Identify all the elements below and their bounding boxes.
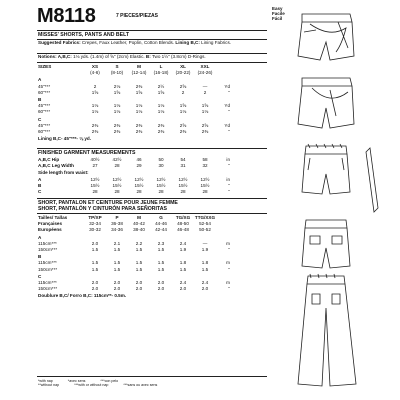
eu-label: Européens [38, 227, 62, 233]
value-cell: 1.9 [179, 247, 187, 253]
value-cell: 1⅝ [201, 103, 209, 109]
unit-cell: Yd [224, 103, 230, 109]
sketch-view-a-back [298, 78, 354, 128]
unit-cell: " [228, 189, 230, 195]
value-cell: 2.0 [113, 280, 121, 286]
notions-text: 1⅛ yds. (1.4m) of ⅝" (2cm) Elastic. [73, 54, 145, 59]
value-cell: 2⅜ [201, 129, 209, 135]
size-sub-cell: (24-26) [197, 70, 213, 76]
size-cell: 52-54 [199, 221, 211, 227]
finished-table [38, 157, 230, 195]
difficulty-en: Easy [272, 6, 283, 11]
size-cell: P [115, 215, 119, 220]
fabric-width: 45"*** [38, 103, 51, 109]
section-title-fr: SHORT, PANTALON ET CEINTURE POUR JEUNE FEMME [38, 200, 178, 206]
size-cell: 48-50 [177, 221, 189, 227]
view-label: B [38, 254, 42, 260]
pieces-count: 7 PIECES/PIEZAS [116, 13, 158, 19]
size-sub-cell: (4-6) [90, 70, 100, 76]
unit-cell: m [226, 240, 230, 246]
value-cell: 1.5 [157, 260, 165, 266]
value-cell: 2.4 [201, 280, 209, 286]
value-cell: 2.0 [91, 286, 99, 292]
unit-cell: " [228, 286, 230, 292]
size-cell: 36-38 [111, 221, 123, 227]
difficulty-fr: Facile [272, 11, 285, 17]
value-cell: 15½ [112, 182, 122, 188]
measure-label: A,B,C Leg Width [38, 163, 74, 169]
difficulty-es: Fácil [272, 16, 283, 22]
fabric-width: 60"*** [38, 109, 51, 115]
unit-cell: " [228, 266, 230, 272]
view-label: C [38, 189, 42, 195]
pattern-number: M8118 [37, 5, 96, 27]
value-cell: 2⅜ [113, 129, 121, 135]
fabric-width: 60"*** [38, 89, 51, 95]
finished-title: FINISHED GARMENT MEASUREMENTS [38, 150, 136, 156]
sizes-label: Tailles/ Tallas [38, 215, 68, 220]
fabric-width: 45"*** [38, 83, 51, 89]
value-cell: 28 [202, 189, 208, 195]
unit-cell: m [226, 260, 230, 266]
garment-sketches [290, 8, 390, 396]
lining-metric: Doublure B,C/ Forro B,C: 115cm**- 0.5m. [38, 293, 127, 299]
lining-text: Lining Fabrics. [201, 40, 232, 45]
size-sub-cell: (20-22) [175, 70, 191, 76]
section-title-en: MISSES' SHORTS, PANTS AND BELT [38, 32, 130, 38]
value-cell: 28 [180, 189, 186, 195]
view-label: B [38, 97, 42, 103]
sketch-view-b [302, 144, 378, 212]
value-cell: 1.5 [201, 266, 209, 272]
value-cell: 28 [136, 189, 142, 195]
value-cell: 1.5 [135, 247, 143, 253]
value-cell: 2.0 [113, 286, 121, 292]
sketch-view-c [298, 274, 356, 386]
size-cell: 34-36 [111, 227, 123, 233]
footnote: **without nap [38, 383, 60, 388]
value-cell: 12½ [200, 176, 210, 182]
value-cell: 2.0 [157, 286, 165, 292]
fabric-width: 60"*** [38, 129, 51, 135]
view-label: C [38, 116, 42, 122]
value-cell: 42½ [112, 157, 122, 162]
view-label: B [38, 182, 42, 188]
size-cell: XL [180, 64, 186, 69]
value-cell: 2⅜ [91, 122, 99, 128]
footnote: ***sans ou avec sens [123, 383, 158, 388]
value-cell: 2.0 [91, 240, 99, 246]
value-cell: 15½ [156, 182, 166, 188]
value-cell: 12½ [134, 176, 144, 182]
unit-cell: " [228, 163, 230, 169]
fabric-width: 115cm*** [38, 260, 57, 266]
value-cell: 54 [180, 157, 186, 162]
side-length-label: Side length from waist: [38, 170, 89, 176]
value-cell: 58 [202, 157, 208, 162]
value-cell: 2⅝ [179, 122, 187, 128]
unit-cell: m [226, 280, 230, 286]
value-cell: 1.5 [179, 266, 187, 272]
value-cell: 2.0 [157, 280, 165, 286]
size-cell: S [115, 64, 119, 69]
divider [37, 148, 267, 149]
difficulty-label [272, 6, 285, 22]
value-cell: 1.5 [91, 247, 99, 253]
value-cell: 2⅜ [113, 122, 121, 128]
fabric-width: 150cm*** [38, 247, 58, 253]
value-cell: 2.0 [201, 286, 209, 292]
value-cell: 40½ [90, 157, 100, 162]
size-cell: 38-40 [133, 227, 145, 233]
value-cell: 2⅜ [91, 129, 99, 135]
size-sub-cell: (16-18) [153, 70, 169, 76]
value-cell: 1⅝ [157, 89, 165, 95]
footnote: ***with or without nap [74, 383, 109, 388]
value-cell: — [202, 83, 208, 89]
sketch-view-a [298, 14, 354, 60]
value-cell: — [202, 240, 208, 246]
measure-label: A,B,C Hip [38, 157, 60, 162]
sketch-view-b-back [302, 220, 350, 268]
value-cell: 2.4 [179, 240, 187, 246]
fabrics-paragraph [38, 40, 270, 46]
unit-cell: " [228, 89, 230, 95]
value-cell: 2⅝ [201, 122, 209, 128]
fabric-width: 150cm*** [38, 266, 58, 272]
value-cell: 2⅜ [135, 122, 143, 128]
value-cell: 2⅜ [157, 122, 165, 128]
value-cell: 15½ [90, 182, 100, 188]
value-cell: 1⅛ [157, 103, 165, 109]
value-cell: 15½ [200, 182, 210, 188]
value-cell: 1.5 [113, 247, 121, 253]
unit-cell: " [228, 109, 230, 115]
value-cell: 32 [202, 163, 208, 169]
value-cell: 15½ [178, 182, 188, 188]
value-cell: 1.5 [135, 266, 143, 272]
value-cell: 1⅛ [201, 109, 209, 115]
value-cell: 31 [180, 163, 186, 169]
yardage-table-metric [38, 215, 230, 300]
value-cell: 12½ [178, 176, 188, 182]
lining-yardage: Lining B,C- 45"***- ⅛ yd. [38, 136, 91, 142]
value-cell: 1.5 [135, 260, 143, 266]
value-cell: 2⅜ [179, 129, 187, 135]
size-cell: 32-34 [89, 221, 101, 227]
unit-cell: " [228, 129, 230, 135]
fr-label: Françaises [38, 221, 63, 227]
footnote: ***con pelo [100, 379, 119, 383]
value-cell: 2⅛ [113, 83, 121, 89]
value-cell: 28 [92, 189, 98, 195]
value-cell: 1⅝ [179, 103, 187, 109]
value-cell: 2.2 [135, 240, 143, 246]
size-cell: 44-46 [155, 221, 167, 227]
value-cell: 1.8 [201, 260, 209, 266]
size-cell: 30-32 [89, 227, 101, 233]
value-cell: 28 [114, 189, 120, 195]
value-cell: 50 [158, 157, 164, 162]
value-cell: 28 [158, 189, 164, 195]
lining-label: Lining B,C: [175, 40, 200, 45]
view-label: A [38, 176, 42, 182]
size-cell: 46-48 [177, 227, 189, 233]
fabric-width: 45"*** [38, 122, 51, 128]
value-cell: 1.5 [91, 266, 99, 272]
unit-cell: in [226, 176, 230, 182]
value-cell: 28 [114, 163, 120, 169]
value-cell: 30 [158, 163, 164, 169]
value-cell: 2.3 [157, 240, 165, 246]
size-cell: M [137, 215, 141, 220]
size-cell: 40-42 [133, 221, 145, 227]
value-cell: 1⅛ [135, 103, 143, 109]
value-cell: 2.4 [179, 280, 187, 286]
value-cell: 12½ [90, 176, 100, 182]
notions-label: Notions: A,B,C: [38, 54, 72, 59]
value-cell: 1⅛ [157, 109, 165, 115]
value-cell: 2 [181, 89, 185, 95]
size-cell: 42-44 [155, 227, 167, 233]
value-cell: 2 [93, 83, 97, 89]
value-cell: 1⅛ [113, 109, 121, 115]
unit-cell: Yd [224, 83, 230, 89]
value-cell: 1⅛ [113, 103, 121, 109]
value-cell: 1⅛ [179, 109, 187, 115]
fabrics-label: Suggested Fabrics: [38, 40, 81, 45]
side-row [38, 189, 230, 195]
fabrics-text: Crepes, Faux Leather, Poplin, Cotton Blends. [81, 40, 175, 45]
value-cell: 1.8 [179, 260, 187, 266]
value-cell: 1.5 [113, 260, 121, 266]
value-cell: 2.1 [113, 240, 121, 246]
view-label: A [38, 234, 42, 240]
notions-b-label: B: [145, 54, 151, 59]
size-cell: XXL [200, 64, 210, 69]
fabric-width: 150cm*** [38, 286, 58, 292]
size-cell: G [159, 215, 163, 220]
size-cell: 50-52 [199, 227, 211, 233]
value-cell: 2.0 [91, 280, 99, 286]
sizes-label: SIZES [38, 64, 52, 69]
divider [37, 198, 267, 199]
unit-cell: " [228, 247, 230, 253]
footnotes [38, 379, 308, 387]
value-cell: 2.0 [135, 286, 143, 292]
size-sub-cell: (12-14) [131, 70, 147, 76]
section-title-es: SHORT, PANTALÓN Y CINTURÓN PARA SEÑORITAS [38, 206, 167, 212]
notions-b-text: Two 1½" (3.8cm) D-Rings. [151, 54, 206, 59]
value-cell: 46 [136, 157, 142, 162]
fabric-width: 115cm*** [38, 280, 57, 286]
view-label: A [38, 77, 42, 83]
yardage-table-en [38, 64, 230, 142]
value-cell: 1⅛ [91, 103, 99, 109]
divider [37, 376, 267, 377]
value-cell: 2⅜ [135, 83, 143, 89]
value-cell: 1.9 [201, 247, 209, 253]
value-cell: 12½ [112, 176, 122, 182]
value-cell: 1.5 [113, 266, 121, 272]
value-cell: 29 [136, 163, 142, 169]
value-cell: 1⅝ [135, 89, 143, 95]
size-sub-cell: (8-10) [110, 70, 124, 76]
size-cell: M [137, 64, 141, 69]
footnote: *avec sens [67, 379, 86, 383]
size-cell: XS [91, 64, 99, 69]
value-cell: 1⅛ [91, 109, 99, 115]
value-cell: 12½ [156, 176, 166, 182]
fabric-width: 115cm*** [38, 240, 57, 246]
size-cell: TG/XG [175, 215, 191, 220]
unit-cell: " [228, 182, 230, 188]
value-cell: 1⅝ [91, 89, 99, 95]
value-cell: 2⅝ [179, 83, 187, 89]
unit-cell: in [226, 157, 230, 162]
value-cell: 1⅝ [113, 89, 121, 95]
value-cell: 2½ [157, 83, 165, 89]
value-cell: 1.5 [157, 247, 165, 253]
value-cell: 1.5 [157, 266, 165, 272]
divider [37, 62, 267, 63]
unit-cell: Yd [224, 122, 230, 128]
notions-paragraph [38, 54, 270, 60]
value-cell: 27 [92, 163, 98, 169]
value-cell: 15½ [134, 182, 144, 188]
size-cell: TTG/XXG [194, 215, 216, 220]
footnote: *with nap [38, 379, 53, 383]
divider [37, 30, 267, 31]
value-cell: 1.5 [91, 260, 99, 266]
size-cell: TP/XP [88, 215, 102, 220]
size-cell: L [159, 64, 163, 69]
value-cell: 2⅜ [135, 129, 143, 135]
value-cell: 2.0 [179, 286, 187, 292]
value-cell: 2⅜ [157, 129, 165, 135]
view-label: C [38, 273, 42, 279]
divider [37, 213, 267, 214]
value-cell: 2.0 [135, 280, 143, 286]
value-cell: 2 [203, 89, 207, 95]
value-cell: 1⅛ [135, 109, 143, 115]
